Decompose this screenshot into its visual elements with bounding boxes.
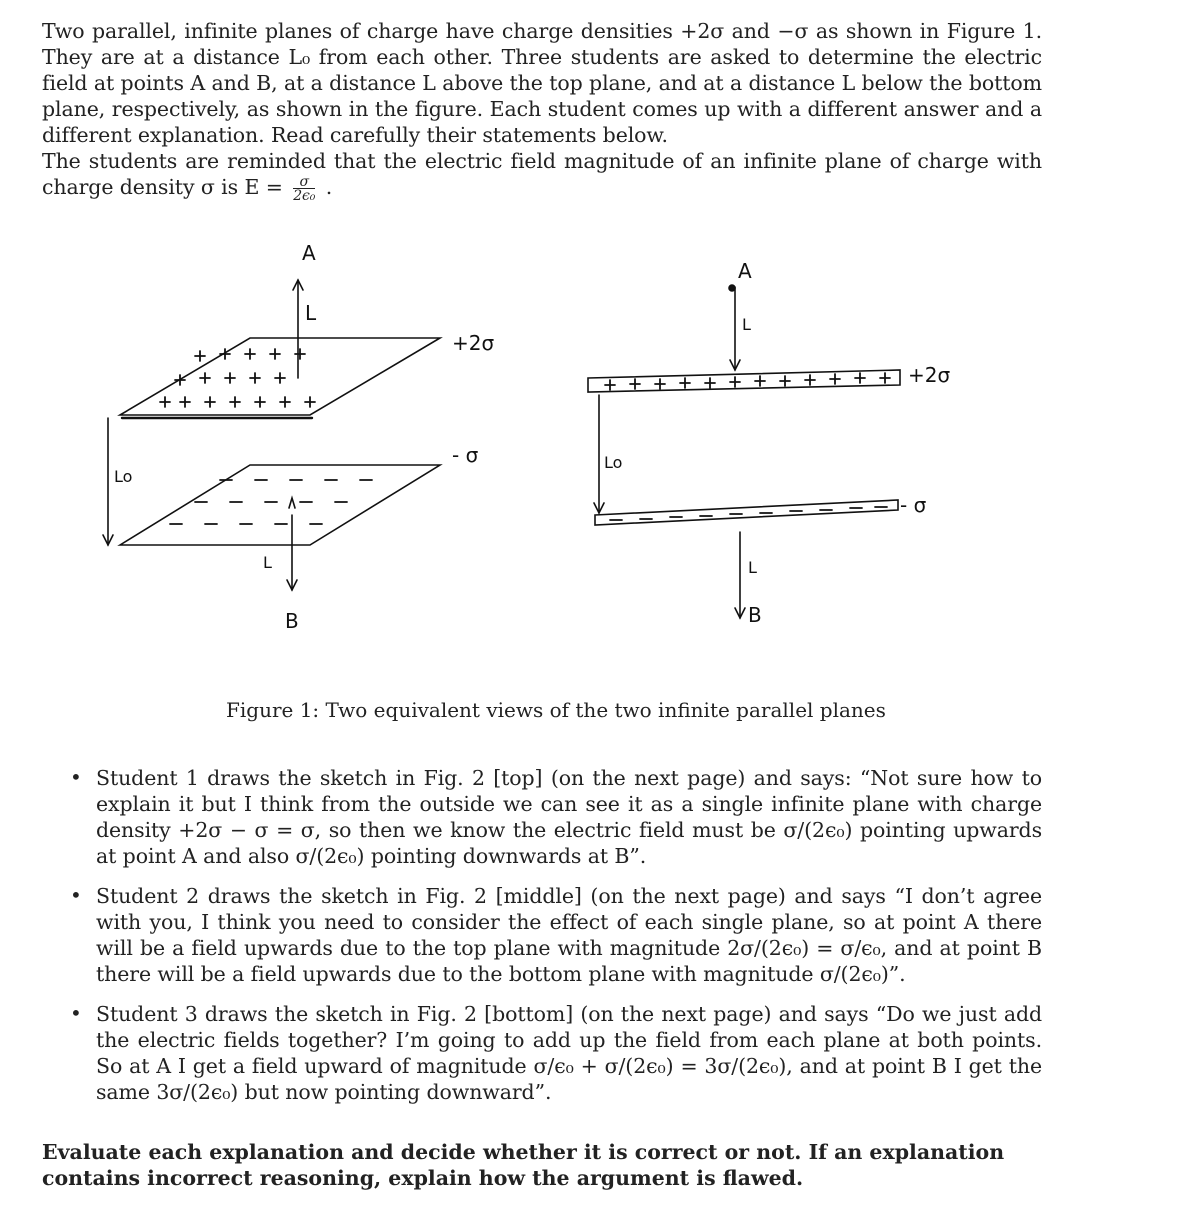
task-instruction: Evaluate each explanation and decide whether it is correct or not. If an explanation contains incorrect reasoning, explain how the argument is flawed. xyxy=(42,1140,1005,1190)
student-2-text: Student 2 draws the sketch in Fig. 2 [middle] (on the next page) and says “I don’t agree with you, I think you need to consider the effect of each single plane, so at point A there will be a field upwards due to the top plane with magnitude 2σ/(2ϵ₀) = σ/ϵ₀, and at point B there will be a field upwards due to the bottom plane with magnitude σ/(2ϵ₀)”. xyxy=(96,884,1042,986)
left-label-minus-sigma: - σ xyxy=(452,443,479,467)
field-formula-fraction xyxy=(293,173,316,204)
left-label-B: B xyxy=(285,609,299,633)
right-label-L-bottom: L xyxy=(748,558,757,577)
fraction-numerator: σ xyxy=(293,176,315,189)
intro-paragraph-1: Two parallel, infinite planes of charge have charge densities +2σ and −σ as shown in Figure 1. They are at a distance L₀ from each other. Three students are asked to determine the electric field at points A and B, at a distance L above the top plane, and at a distance L below the bottom plane, respectively, as shown in the figure. Each student comes up with a different answer and a different explanation. Read carefully their statements below. xyxy=(42,19,1042,147)
right-label-L-top: L xyxy=(742,315,751,334)
bullet-1: • xyxy=(70,765,82,789)
student-list xyxy=(58,765,1042,1119)
left-label-plus-2sigma: +2σ xyxy=(452,331,495,355)
left-label-L-top: L xyxy=(305,301,317,325)
student-item-1 xyxy=(58,765,1042,869)
left-bottom-plane xyxy=(120,465,440,545)
student-1-text: Student 1 draws the sketch in Fig. 2 [top] (on the next page) and says: “Not sure how to explain it but I think from the outside we can see it as a single infinite plane with charge density +2σ − σ = σ, so then we know the electric field must be σ/(2ϵ₀) pointing upwards at point A and also σ/(2ϵ₀) pointing downwards at B”. xyxy=(96,766,1042,868)
intro-paragraph-2 xyxy=(42,148,1042,202)
fraction-denominator: 2ϵ₀ xyxy=(293,187,316,204)
figure-caption: Figure 1: Two equivalent views of the two infinite parallel planes xyxy=(226,698,886,722)
intro-p2-text: The students are reminded that the electric field magnitude of an infinite plane of charge with charge density σ is E = xyxy=(42,149,1042,199)
left-label-L0: Lo xyxy=(114,467,133,486)
student-item-2 xyxy=(58,883,1042,987)
figure-1-sketch xyxy=(80,230,1000,650)
problem-intro xyxy=(42,18,1042,202)
student-3-text: Student 3 draws the sketch in Fig. 2 [bottom] (on the next page) and says “Do we just add the electric fields together? I’m going to add up the field from each plane at both points. So at A I get a field upward of magnitude σ/ϵ₀ + σ/(2ϵ₀) = 3σ/(2ϵ₀), and at point B I get the same 3σ/(2ϵ₀) but now pointing downward”. xyxy=(96,1002,1042,1104)
right-label-minus-sigma: - σ xyxy=(900,493,927,517)
right-plus-signs xyxy=(605,373,890,390)
intro-p2-end: . xyxy=(325,175,333,199)
right-label-A: A xyxy=(738,259,752,283)
right-label-plus-2sigma: +2σ xyxy=(908,363,951,387)
left-minus-signs xyxy=(170,480,372,524)
left-label-L-bottom: L xyxy=(263,553,272,572)
left-label-A: A xyxy=(302,241,316,265)
bullet-2: • xyxy=(70,883,82,907)
right-bottom-plane xyxy=(595,500,898,525)
bullet-3: • xyxy=(70,1001,82,1025)
right-label-L0: Lo xyxy=(604,453,623,472)
right-label-B: B xyxy=(748,603,762,627)
student-item-3 xyxy=(58,1001,1042,1105)
